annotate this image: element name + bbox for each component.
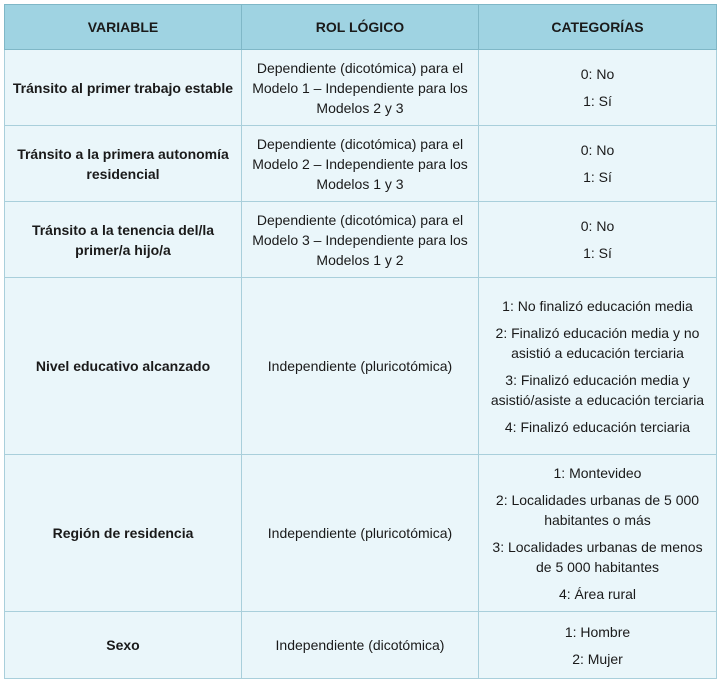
variable-label: Tránsito al primer trabajo estable xyxy=(12,79,234,96)
variable-label: Tránsito a la primera autonomía residencial xyxy=(17,145,229,182)
rol-cell xyxy=(242,612,479,679)
table-row xyxy=(5,278,717,455)
category-item: 1: Sí xyxy=(583,169,612,185)
category-item: 3: Finalizó educación media y asistió/asiste a educación terciaria xyxy=(490,371,705,408)
variables-table xyxy=(4,4,717,679)
rol-label: Dependiente (dicotómica) para el Modelo 1 – Independiente para los Modelos 2 y 3 xyxy=(252,59,468,116)
variable-label: Región de residencia xyxy=(52,525,194,541)
categorias-cell xyxy=(479,202,717,278)
rol-label: Dependiente (dicotómica) para el Modelo 3 – Independiente para los Modelos 1 y 2 xyxy=(252,211,468,268)
category-item: 2: Localidades urbanas de 5 000 habitantes o más xyxy=(495,491,700,528)
table-row xyxy=(5,612,717,679)
category-item: 0: No xyxy=(580,218,615,234)
categorias-cell xyxy=(479,612,717,679)
rol-label: Independiente (dicotómica) xyxy=(275,637,445,653)
categorias-cell xyxy=(479,455,717,612)
variable-cell xyxy=(5,202,242,278)
variables-table-container xyxy=(4,4,716,679)
category-item: 4: Finalizó educación terciaria xyxy=(504,418,691,435)
category-item: 1: Hombre xyxy=(564,623,631,640)
category-item: 1: Montevideo xyxy=(553,464,642,481)
table-row xyxy=(5,50,717,126)
table-row xyxy=(5,455,717,612)
variable-cell xyxy=(5,50,242,126)
category-item: 0: No xyxy=(580,142,615,158)
category-item: 2: Finalizó educación media y no asistió a educación terciaria xyxy=(495,324,700,361)
header-variable: VARIABLE xyxy=(5,5,242,50)
categorias-cell xyxy=(479,278,717,455)
categorias-cell xyxy=(479,50,717,126)
table-row xyxy=(5,126,717,202)
category-item: 3: Localidades urbanas de menos de 5 000 habitantes xyxy=(492,538,703,575)
rol-cell xyxy=(242,278,479,455)
table-header-row xyxy=(5,5,717,50)
category-item: 1: Sí xyxy=(583,245,612,261)
variable-cell xyxy=(5,126,242,202)
categorias-cell xyxy=(479,126,717,202)
variable-cell xyxy=(5,455,242,612)
category-item: 4: Área rural xyxy=(558,585,637,602)
rol-cell xyxy=(242,50,479,126)
rol-cell xyxy=(242,202,479,278)
variable-cell xyxy=(5,278,242,455)
rol-cell xyxy=(242,455,479,612)
table-row xyxy=(5,202,717,278)
category-item: 1: No finalizó educación media xyxy=(502,297,693,314)
header-rol-logico: ROL LÓGICO xyxy=(242,5,479,50)
category-item: 1: Sí xyxy=(583,93,612,109)
rol-label: Dependiente (dicotómica) para el Modelo 2 – Independiente para los Modelos 1 y 3 xyxy=(252,135,468,192)
rol-label: Independiente (pluricotómica) xyxy=(267,358,453,374)
header-categorias: CATEGORÍAS xyxy=(479,5,717,50)
variable-cell xyxy=(5,612,242,679)
variable-label: Tránsito a la tenencia del/la primer/a hijo/a xyxy=(31,221,215,258)
rol-label: Independiente (pluricotómica) xyxy=(267,525,453,541)
category-item: 2: Mujer xyxy=(572,650,623,667)
category-item: 0: No xyxy=(580,66,615,82)
variable-label: Sexo xyxy=(106,637,140,653)
rol-cell xyxy=(242,126,479,202)
variable-label: Nivel educativo alcanzado xyxy=(35,358,211,374)
